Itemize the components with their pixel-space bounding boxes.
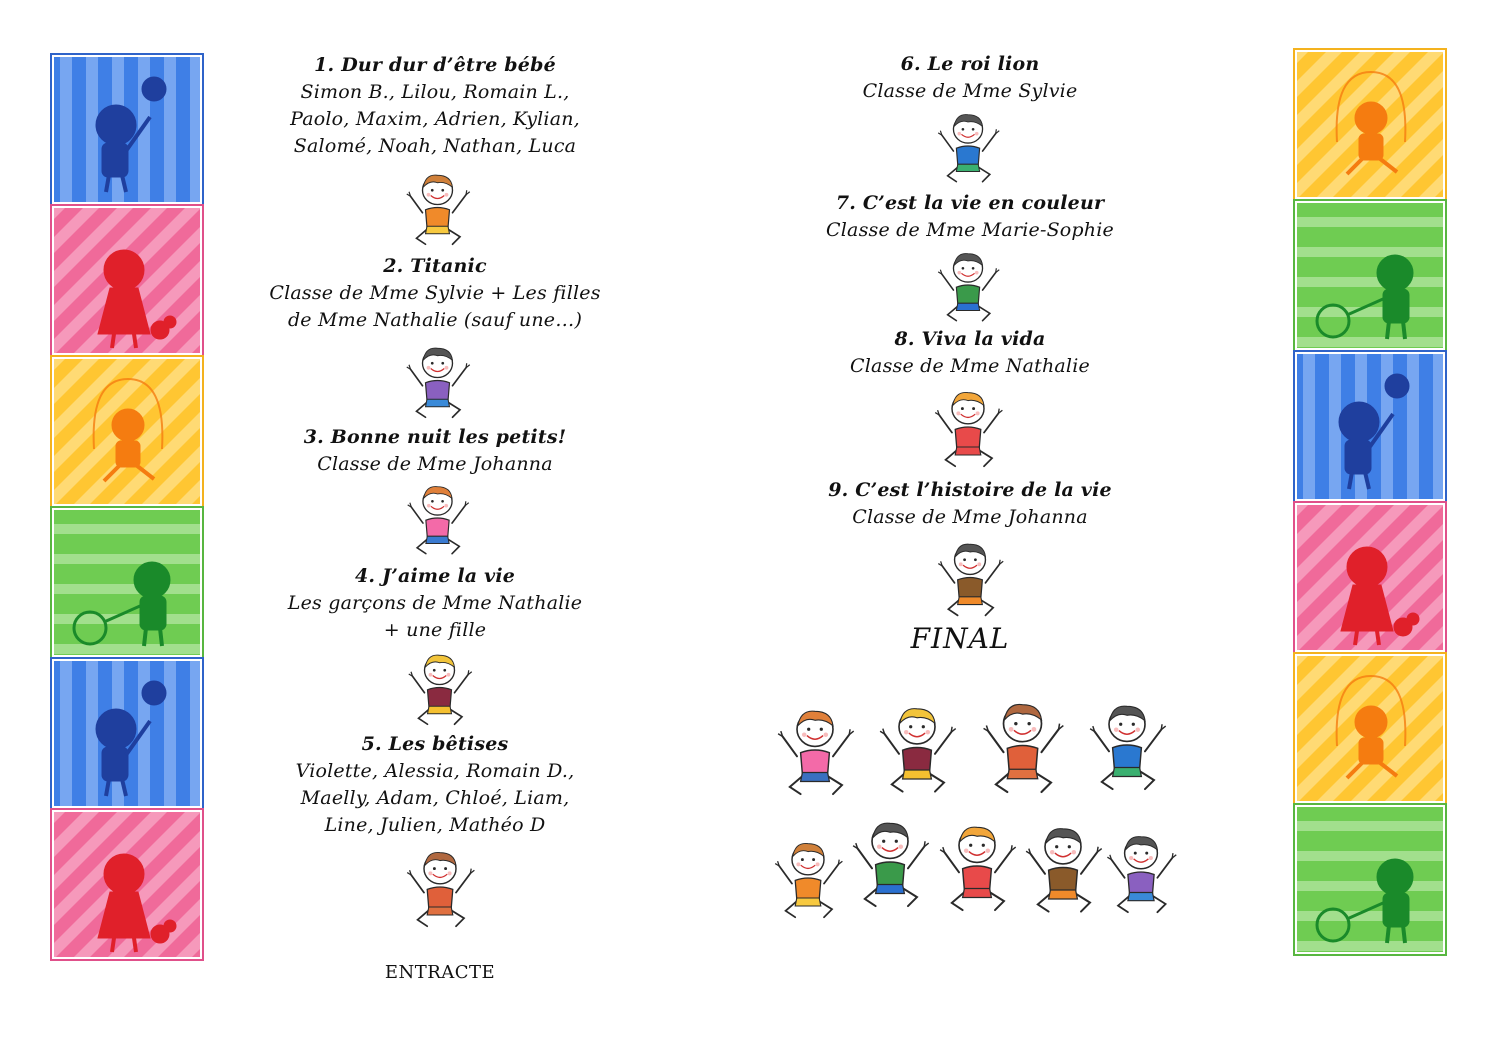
tile-pink-girl-teddy	[1295, 503, 1445, 652]
jumping-child-drawing-icon	[1018, 815, 1108, 920]
jumping-child-drawing-icon	[872, 695, 962, 800]
song-5	[240, 731, 630, 839]
song-title: 6. Le roi lion	[900, 53, 1040, 75]
jumping-child-drawing-icon	[845, 812, 935, 912]
song-title: 7. C’est la vie en couleur	[835, 192, 1105, 214]
girl-with-teddy-icon	[1297, 505, 1443, 650]
song-title: 4. J’aime la vie	[354, 565, 516, 587]
performers-line: Salomé, Noah, Nathan, Luca	[293, 135, 577, 157]
performers-line: Simon B., Lilou, Romain L.,	[300, 81, 570, 103]
jumping-child-drawing-icon	[770, 700, 860, 800]
jumping-child-drawing-icon	[975, 693, 1070, 798]
performers-line: Classe de Mme Johanna	[852, 506, 1088, 528]
song-1	[240, 52, 630, 160]
jumping-child-drawing-icon	[932, 812, 1022, 920]
tile-green-hoop	[52, 508, 202, 657]
tile-yellow-jump-rope	[1295, 50, 1445, 199]
girl-with-hoop-icon	[1297, 203, 1443, 348]
finale-label: FINAL	[910, 622, 1010, 655]
tile-blue-boy-ball	[1295, 352, 1445, 501]
girl-jumping-rope-icon	[54, 359, 200, 504]
jumping-child-drawing-icon	[402, 645, 477, 730]
tile-yellow-jump-rope	[1295, 654, 1445, 803]
right-tile-strip	[1295, 50, 1445, 956]
girl-with-teddy-icon	[54, 208, 200, 353]
tile-green-hoop	[1295, 201, 1445, 350]
performers-line: Classe de Mme Sylvie + Les filles	[269, 282, 601, 304]
jumping-child-drawing-icon	[400, 478, 475, 558]
tile-blue-boy-ball	[52, 659, 202, 808]
song-8	[770, 326, 1170, 380]
performers-line: Classe de Mme Nathalie	[850, 355, 1090, 377]
performers-line: Classe de Mme Johanna	[317, 453, 553, 475]
song-7	[770, 190, 1170, 244]
jumping-child-drawing-icon	[928, 106, 1008, 186]
song-title: 9. C’est l’histoire de la vie	[828, 479, 1112, 501]
jumping-child-drawing-icon	[928, 382, 1008, 472]
song-title: 3. Bonne nuit les petits!	[303, 426, 567, 448]
jumping-child-drawing-icon	[400, 843, 480, 931]
girl-jumping-rope-icon	[1297, 656, 1443, 801]
girl-jumping-rope-icon	[1297, 52, 1443, 197]
song-4	[240, 563, 630, 644]
intermission-label: ENTRACTE	[384, 962, 496, 983]
tile-pink-girl-teddy	[52, 810, 202, 959]
performers-line: Classe de Mme Sylvie	[862, 80, 1078, 102]
boy-with-ball-icon	[54, 661, 200, 806]
performers-line: Violette, Alessia, Romain D.,	[295, 760, 575, 782]
jumping-child-drawing-icon	[400, 338, 475, 423]
tile-blue-boy-ball	[52, 55, 202, 204]
tile-pink-girl-teddy	[52, 206, 202, 355]
song-title: 2. Titanic	[383, 255, 487, 277]
jumping-child-drawing-icon	[930, 535, 1010, 620]
boy-with-ball-icon	[1297, 354, 1443, 499]
song-3	[240, 424, 630, 478]
song-title: 5. Les bêtises	[361, 733, 509, 755]
song-9	[770, 477, 1170, 531]
jumping-child-drawing-icon	[768, 828, 848, 928]
song-title: 1. Dur dur d’être bébé	[314, 54, 556, 76]
tile-green-hoop	[1295, 805, 1445, 954]
jumping-child-drawing-icon	[1100, 822, 1182, 922]
jumping-child-drawing-icon	[928, 245, 1008, 325]
jumping-child-drawing-icon	[400, 165, 475, 250]
performers-line: Paolo, Maxim, Adrien, Kylian,	[290, 108, 580, 130]
girl-with-hoop-icon	[54, 510, 200, 655]
song-title: 8. Viva la vida	[894, 328, 1046, 350]
performers-line: + une fille	[383, 619, 487, 641]
jumping-child-drawing-icon	[1082, 695, 1172, 795]
boy-with-ball-icon	[54, 57, 200, 202]
song-2	[240, 253, 630, 334]
performers-line: Les garçons de Mme Nathalie	[287, 592, 583, 614]
performers-line: de Mme Nathalie (sauf une…)	[287, 309, 583, 331]
left-tile-strip	[52, 55, 202, 961]
song-6	[770, 51, 1170, 105]
performers-line: Maelly, Adam, Chloé, Liam,	[300, 787, 570, 809]
tile-yellow-jump-rope	[52, 357, 202, 506]
performers-line: Classe de Mme Marie-Sophie	[826, 219, 1114, 241]
girl-with-teddy-icon	[54, 812, 200, 957]
girl-with-hoop-icon	[1297, 807, 1443, 952]
performers-line: Line, Julien, Mathéo D	[324, 814, 546, 836]
